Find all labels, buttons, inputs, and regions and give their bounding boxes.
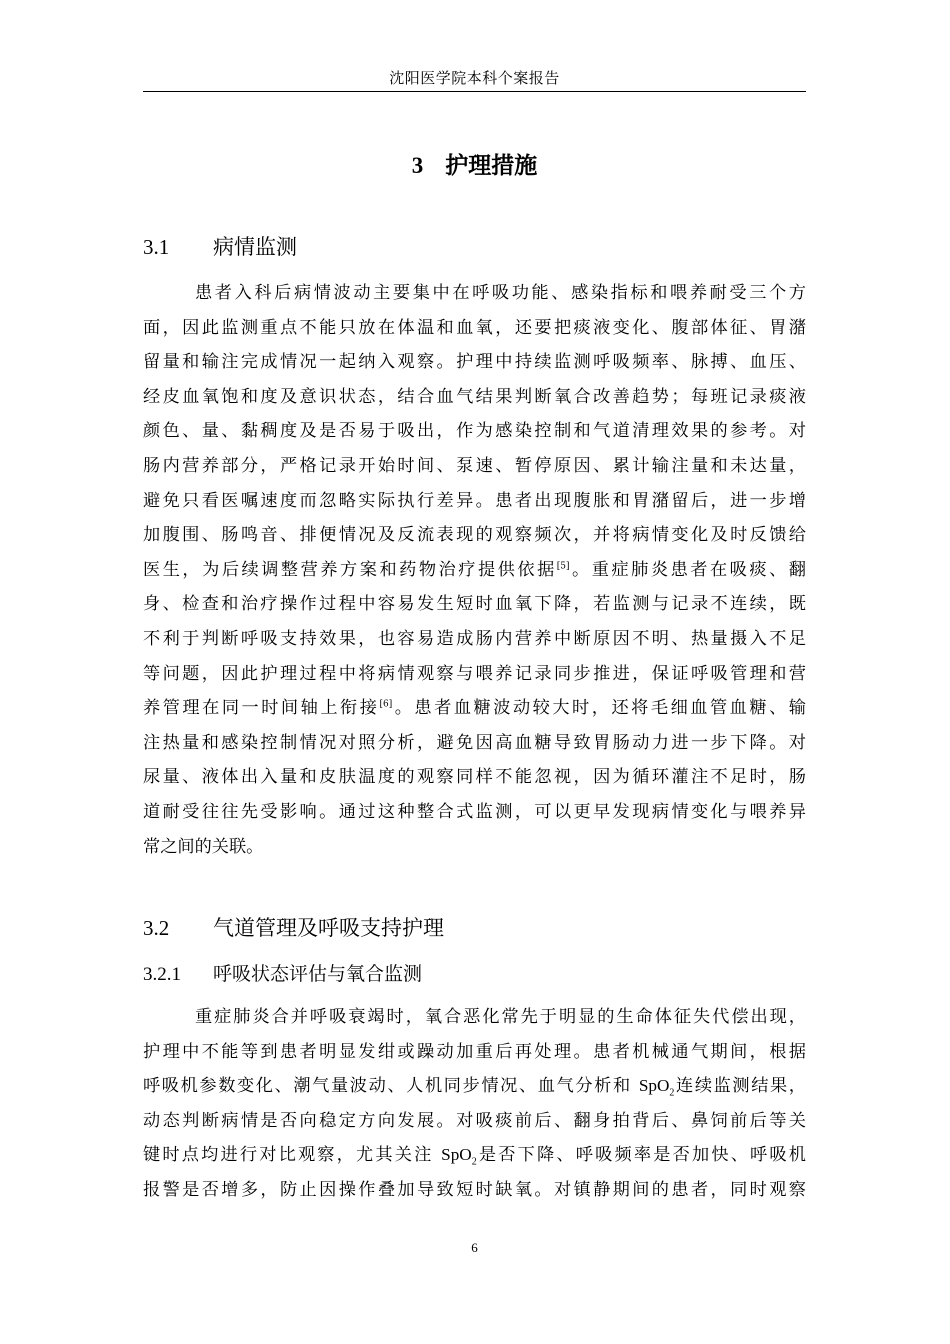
chapter-title (143, 148, 806, 184)
text-line: 不利于判断呼吸支持效果，也容易造成肠内营养中断原因不明、热量摄入不足 (143, 628, 806, 649)
text-line: 经皮血氧饱和度及意识状态，结合血气结果判断氧合改善趋势；每班记录痰液 (143, 386, 806, 407)
section-heading-3-2 (143, 913, 444, 943)
text-line: 护理中不能等到患者明显发绀或躁动加重后再处理。患者机械通气期间，根据 (143, 1041, 806, 1062)
citation-ref-5: [5] (556, 561, 570, 572)
text-line: 留量和输注完成情况一起纳入观察。护理中持续监测呼吸频率、脉搏、血压、 (143, 352, 806, 373)
spo2-label: SpO (638, 1076, 670, 1096)
text-span: 键时点均进行对比观察，尤其关注 (143, 1145, 442, 1166)
text-line: 颜色、量、黏稠度及是否易于吸出，作为感染控制和气道清理效果的参考。对 (143, 421, 806, 442)
section-number: 3.2 (143, 916, 170, 940)
text-line: 加腹围、肠鸣音、排便情况及反流表现的观察频次，并将病情变化及时反馈给 (143, 525, 806, 546)
text-line: 面，因此监测重点不能只放在体温和血氧，还要把痰液变化、腹部体征、胃潴 (143, 317, 806, 338)
subsection-heading-3-2-1 (143, 960, 422, 989)
text-line (143, 691, 806, 726)
header-rule (143, 91, 806, 92)
text-span: 连续监测结果， (674, 1076, 806, 1097)
chapter-title-text: 护理措施 (445, 153, 538, 179)
subscript-2: 2 (471, 1156, 477, 1168)
text-span: 。重症肺炎患者在吸痰、翻 (569, 559, 806, 580)
section-number: 3.1 (143, 235, 170, 259)
paragraph-3-2-1 (143, 1000, 806, 1208)
chapter-number: 3 (411, 153, 424, 178)
text-span: 呼吸机参数变化、潮气量波动、人机同步情况、血气分析和 (143, 1076, 639, 1097)
section-heading-3-1 (143, 232, 297, 262)
text-line: 注热量和感染控制情况对照分析，避免因高血糖导致胃肠动力进一步下降。对 (143, 732, 806, 753)
text-span: 。患者血糖波动较大时，还将毛细血管血糖、输 (392, 698, 806, 719)
text-line: 身、检查和治疗操作过程中容易发生短时血氧下降，若监测与记录不连续，既 (143, 594, 806, 615)
page-number: 6 (471, 1240, 478, 1255)
section-title: 病情监测 (213, 235, 297, 259)
text-line: 重症肺炎合并呼吸衰竭时，氧合恶化常先于明显的生命体征失代偿出现， (195, 1007, 806, 1027)
text-span: 是否下降、呼吸频率是否加快、呼吸机 (476, 1145, 806, 1166)
running-header: 沈阳医学院本科个案报告 (389, 69, 560, 87)
spo2-label: SpO (441, 1145, 472, 1165)
text-line: 道耐受往往先受影响。通过这种整合式监测，可以更早发现病情变化与喂养异 (143, 801, 806, 822)
text-span: 养管理在同一时间轴上衔接 (143, 698, 380, 719)
citation-ref-6: [6] (379, 699, 393, 710)
text-line: 尿量、液体出入量和皮肤温度的观察同样不能忽视，因为循环灌注不足时，肠 (143, 767, 806, 788)
section-title: 气道管理及呼吸支持护理 (213, 916, 444, 940)
text-line: 患者入科后病情波动主要集中在呼吸功能、感染指标和喂养耐受三个方 (195, 283, 806, 303)
text-line: 动态判断病情是否向稳定方向发展。对吸痰前后、翻身拍背后、鼻饲前后等关 (143, 1110, 806, 1131)
text-line: 报警是否增多，防止因操作叠加导致短时缺氧。对镇静期间的患者，同时观察 (143, 1179, 806, 1200)
subsection-number: 3.2.1 (143, 964, 181, 985)
text-line (143, 553, 806, 588)
text-line: 肠内营养部分，严格记录开始时间、泵速、暂停原因、累计输注量和未达量， (143, 455, 806, 476)
paragraph-3-1 (143, 276, 806, 864)
text-line (143, 1069, 806, 1104)
text-line: 等问题，因此护理过程中将病情观察与喂养记录同步推进，保证呼吸管理和营 (143, 663, 806, 684)
subscript-2: 2 (669, 1087, 675, 1099)
text-span: 医生，为后续调整营养方案和药物治疗提供依据 (143, 559, 557, 580)
text-line: 常之间的关联。 (143, 836, 264, 857)
text-line (143, 1138, 806, 1173)
subsection-title: 呼吸状态评估与氧合监测 (213, 963, 423, 985)
text-line: 避免只看医嘱速度而忽略实际执行差异。患者出现腹胀和胃潴留后，进一步增 (143, 490, 806, 511)
